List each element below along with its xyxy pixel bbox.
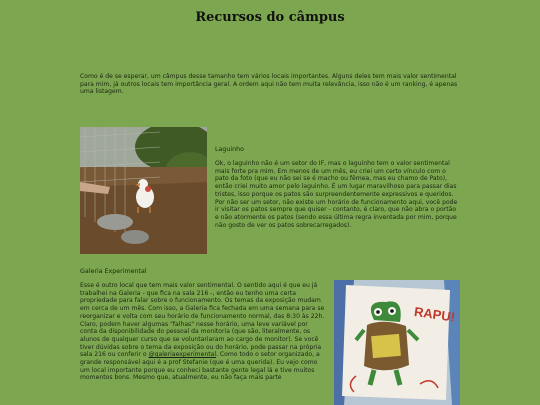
laguinho-paragraph: Ok, o laguinho não é um setor do IF, mas o laguinho tem o valor sentimental mais forte pra mim. Em menos de um mês, eu criei um certo vínculo com o pato da foto (que eu não sei se é macho ou fêmea, mas eu chamo de Pato), então criei muito amor pelo laguinho. É um lugar maravilhoso para passar dias tristes, isso porque os patos são surpreendentemente expressivos e queridos. Por não ser um setor, não existe um horário de funcionamento aqui, você pode ir visitar os patos sempre que quiser - contanto, é claro, que não abra o portão e não atormente os patos (sendo essa última regra inventada por mim, porque não gosto de ver os patos sobrecarregados). [215,160,458,229]
page-title: Recursos do câmpus [195,10,345,25]
drawing-caption: RAPU! [413,303,457,325]
galeria-text-end: . Como todo o setor organizado, a grande responsável aqui é a prof Stefanie (que é uma querida). Eu vejo como um local importante porque eu conheci bastante gente legal lá e tive muitos momentos bons. Mesmo que, atualmente, eu não faça mais parte [80,351,320,382]
duck-photo [80,127,207,254]
intro-paragraph: Como é de se esperar, um câmpus desse tamanho tem vários locais importantes. Alguns deles tem mais valor sentimental para mim, já outros locais tem importância geral. A ordem aqui não tem muita relevância, isso não é um ranking, é apenas uma listagem. [80,73,458,96]
section-heading-galeria: Galeria Experimental [80,268,147,275]
galeria-text-start: Esse é outro local que tem mais valor sentimental. O sentido aqui é que eu já trabalhei na Galeria - que fica na sala 216 -, então eu tenho uma certa propriedade para falar sobre o funcionamento. Os temas da exposição mudam em cerca de um mês. Com isso, a Galeria fica fechada em uma semana para se reorganizar e volta com seu horário de funcionamento normal, das 8:30 às 22h. Claro, podem haver algumas "falhas" nesse horário, uma leve variável por conta da disponibilidade do pessoal da monitoria (que são, literalmente, os alunos de qualquer curso que se voluntariaram ao cargo de monitor). Se você tiver dúvidas sobre o tema da exposição ou do horário, pode passar na própria sala 216 ou conferir o [80,282,325,359]
galeria-paragraph [80,282,326,382]
galeria-instagram-link[interactable]: @galeriaexperimental [148,351,217,359]
section-heading-laguinho: Laguinho [215,146,244,153]
turtle-drawing-photo [334,280,460,405]
